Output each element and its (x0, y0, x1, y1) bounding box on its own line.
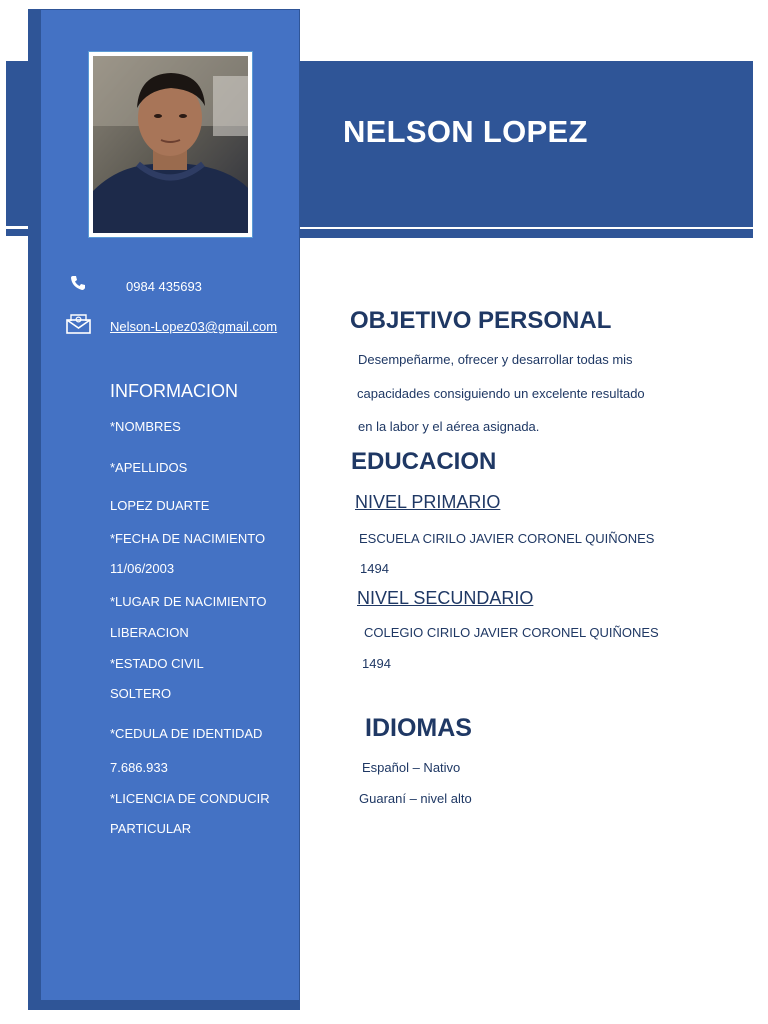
licencia-label: *LICENCIA DE CONDUCIR (110, 791, 270, 806)
idiomas-heading: IDIOMAS (365, 714, 472, 742)
fecha-value: 11/06/2003 (110, 561, 175, 576)
email-link[interactable]: Nelson-Lopez03@gmail.com (110, 319, 278, 334)
sidebar-shadow (28, 9, 40, 1010)
phone-icon (70, 275, 86, 291)
person-photo-icon (93, 56, 248, 233)
secundario-heading: NIVEL SECUNDARIO (357, 588, 534, 608)
language-item: Guaraní – nivel alto (359, 791, 472, 806)
apellidos-label: *APELLIDOS (110, 460, 188, 475)
header-rule-right (300, 229, 753, 238)
objetivo-line-3: en la labor y el aérea asignada. (358, 419, 540, 434)
sidebar-bottom-shadow (28, 1000, 300, 1010)
profile-photo (88, 51, 253, 238)
nombres-label: *NOMBRES (110, 419, 181, 434)
primario-number: 1494 (360, 561, 389, 576)
apellidos-value: LOPEZ DUARTE (110, 498, 210, 513)
fecha-label: *FECHA DE NACIMIENTO (110, 531, 266, 546)
person-name: NELSON LOPEZ (343, 114, 588, 149)
secundario-number: 1494 (362, 656, 391, 671)
estado-label: *ESTADO CIVIL (110, 656, 204, 671)
secundario-school: COLEGIO CIRILO JAVIER CORONEL QUIÑONES (364, 625, 659, 640)
licencia-value: PARTICULAR (110, 821, 192, 836)
objetivo-heading: OBJETIVO PERSONAL (350, 307, 612, 334)
estado-value: SOLTERO (110, 686, 172, 701)
objetivo-line-1: Desempeñarme, ofrecer y desarrollar todas mis (358, 352, 633, 367)
primario-school: ESCUELA CIRILO JAVIER CORONEL QUIÑONES (359, 531, 655, 546)
lugar-value: LIBERACION (110, 625, 189, 640)
email-icon (66, 313, 91, 334)
cedula-value: 7.686.933 (110, 760, 168, 775)
primario-heading: NIVEL PRIMARIO (355, 492, 501, 512)
lugar-label: *LUGAR DE NACIMIENTO (110, 594, 267, 609)
language-item: Español – Nativo (362, 760, 461, 775)
phone-number: 0984 435693 (126, 279, 202, 294)
educacion-heading: EDUCACION (351, 448, 497, 475)
info-heading: INFORMACION (110, 381, 238, 401)
objetivo-line-2: capacidades consiguiendo un excelente resultado (357, 386, 645, 401)
cedula-label: *CEDULA DE IDENTIDAD (110, 726, 263, 741)
